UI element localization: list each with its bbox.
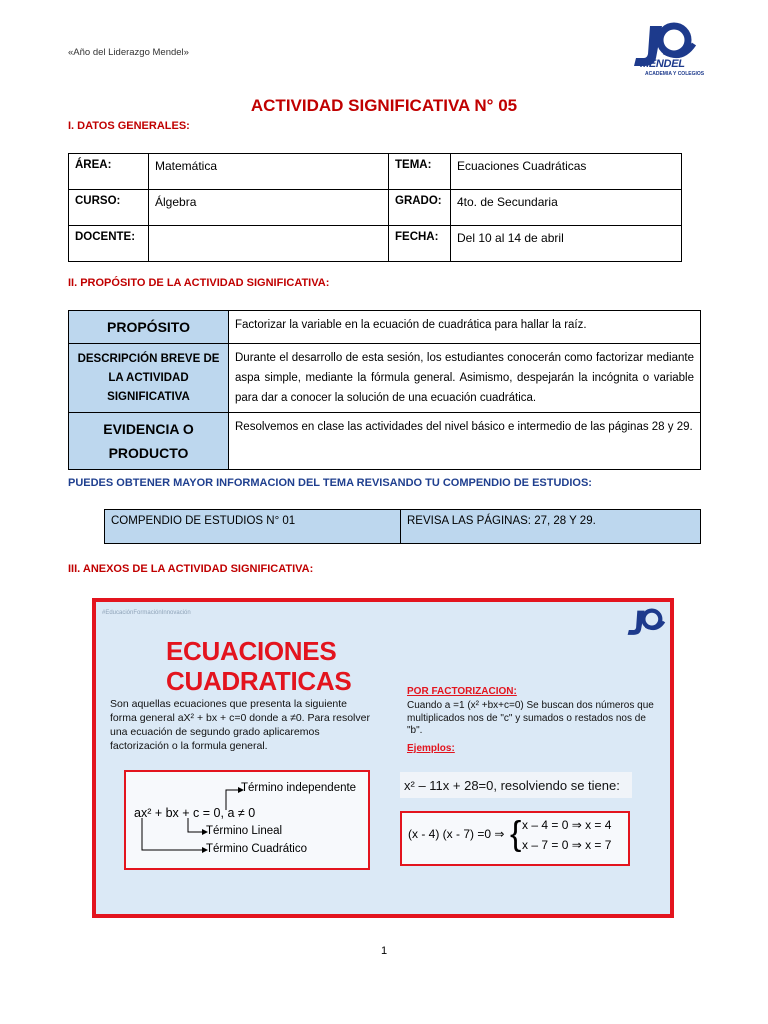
table-row bbox=[69, 413, 701, 470]
logo-subtext: ACADEMIA Y COLEGIOS bbox=[645, 71, 705, 77]
term-lineal: Término Lineal bbox=[206, 825, 283, 837]
proposito-label: PROPÓSITO bbox=[69, 311, 229, 344]
proposito-table bbox=[68, 310, 701, 470]
logo-text: MENDEL bbox=[640, 58, 685, 70]
slide-description: Son aquellas ecuaciones que presenta la siguiente forma general aX² + bx + c=0 donde a ≠0. Para resolver una ecuación de segundo grado aplicaremos factorización o la formula general. bbox=[110, 698, 370, 752]
table-row bbox=[69, 190, 682, 226]
table-row bbox=[69, 344, 701, 413]
compendio-heading: PUEDES OBTENER MAYOR INFORMACION DEL TEMA REVISANDO TU COMPENDIO DE ESTUDIOS: bbox=[68, 477, 592, 489]
area-label: ÁREA: bbox=[69, 154, 149, 190]
section3-heading: III. ANEXOS DE LA ACTIVIDAD SIGNIFICATIVA: bbox=[68, 563, 314, 575]
header-motto: «Año del Liderazgo Mendel» bbox=[68, 47, 189, 58]
compendio-table bbox=[104, 509, 701, 544]
solution-2: x – 7 = 0 ⇒ x = 7 bbox=[522, 838, 612, 852]
grado-label: GRADO: bbox=[389, 190, 451, 226]
factorizacion-text: Cuando a =1 (x² +bx+c=0) Se buscan dos números que multiplicados nos de "c" y sumados o restados nos de "b". bbox=[407, 700, 654, 736]
table-row bbox=[105, 510, 701, 544]
factored-form: (x - 4) (x - 7) =0 ⇒ bbox=[408, 827, 505, 841]
area-value: Matemática bbox=[149, 154, 389, 190]
brace-icon: { bbox=[510, 815, 522, 853]
section2-heading: II. PROPÓSITO DE LA ACTIVIDAD SIGNIFICATIVA: bbox=[68, 277, 330, 289]
factorizacion-title: POR FACTORIZACION: bbox=[407, 686, 517, 697]
term-cuadratico: Término Cuadrático bbox=[206, 843, 307, 855]
compendio-left: COMPENDIO DE ESTUDIOS N° 01 bbox=[105, 510, 401, 544]
evidencia-label: EVIDENCIA O PRODUCTO bbox=[69, 413, 229, 470]
curso-label: CURSO: bbox=[69, 190, 149, 226]
table-row bbox=[69, 226, 682, 262]
table-row bbox=[69, 154, 682, 190]
tema-label: TEMA: bbox=[389, 154, 451, 190]
compendio-right: REVISA LAS PÁGINAS: 27, 28 Y 29. bbox=[401, 510, 701, 544]
fecha-value: Del 10 al 14 de abril bbox=[451, 226, 682, 262]
descripcion-label: DESCRIPCIÓN BREVE DE LA ACTIVIDAD SIGNIFICATIVA bbox=[69, 344, 229, 413]
fecha-label: FECHA: bbox=[389, 226, 451, 262]
tema-value: Ecuaciones Cuadráticas bbox=[451, 154, 682, 190]
section1-heading: I. DATOS GENERALES: bbox=[68, 120, 190, 132]
docente-label: DOCENTE: bbox=[69, 226, 149, 262]
grado-value: 4to. de Secundaria bbox=[451, 190, 682, 226]
term-independiente: Término independente bbox=[241, 782, 357, 794]
table-row bbox=[69, 311, 701, 344]
ejemplos-label: Ejemplos: bbox=[407, 743, 455, 754]
datos-generales-table bbox=[68, 153, 682, 262]
annex-slide bbox=[92, 598, 674, 918]
slide-hashtag: #EducaciónFormaciónInnovación bbox=[102, 610, 191, 616]
general-formula: ax² + bx + c = 0, a ≠ 0 bbox=[134, 806, 256, 820]
proposito-text: Factorizar la variable en la ecuación de cuadrática para hallar la raíz. bbox=[229, 311, 701, 344]
slide-title-line1: ECUACIONES bbox=[166, 636, 337, 666]
evidencia-text: Resolvemos en clase las actividades del nivel básico e intermedio de las páginas 28 y 29. bbox=[229, 413, 701, 470]
descripcion-text: Durante el desarrollo de esta sesión, los estudiantes conocerán como factorizar mediante aspa simple, mediante la fórmula general. Asimismo, despejarán la incógnita o variable para dar a conocer la solución de una ecuación cuadrática. bbox=[229, 344, 701, 413]
example-equation: x² – 11x + 28=0, resolviendo se tiene: bbox=[404, 778, 620, 793]
slide-logo bbox=[624, 608, 670, 646]
solution-1: x – 4 = 0 ⇒ x = 4 bbox=[522, 818, 612, 832]
document-title: ACTIVIDAD SIGNIFICATIVA N° 05 bbox=[250, 96, 518, 115]
docente-value bbox=[149, 226, 389, 262]
page-number: 1 bbox=[380, 945, 388, 957]
slide-title-line2: CUADRATICAS bbox=[166, 666, 352, 696]
curso-value: Álgebra bbox=[149, 190, 389, 226]
